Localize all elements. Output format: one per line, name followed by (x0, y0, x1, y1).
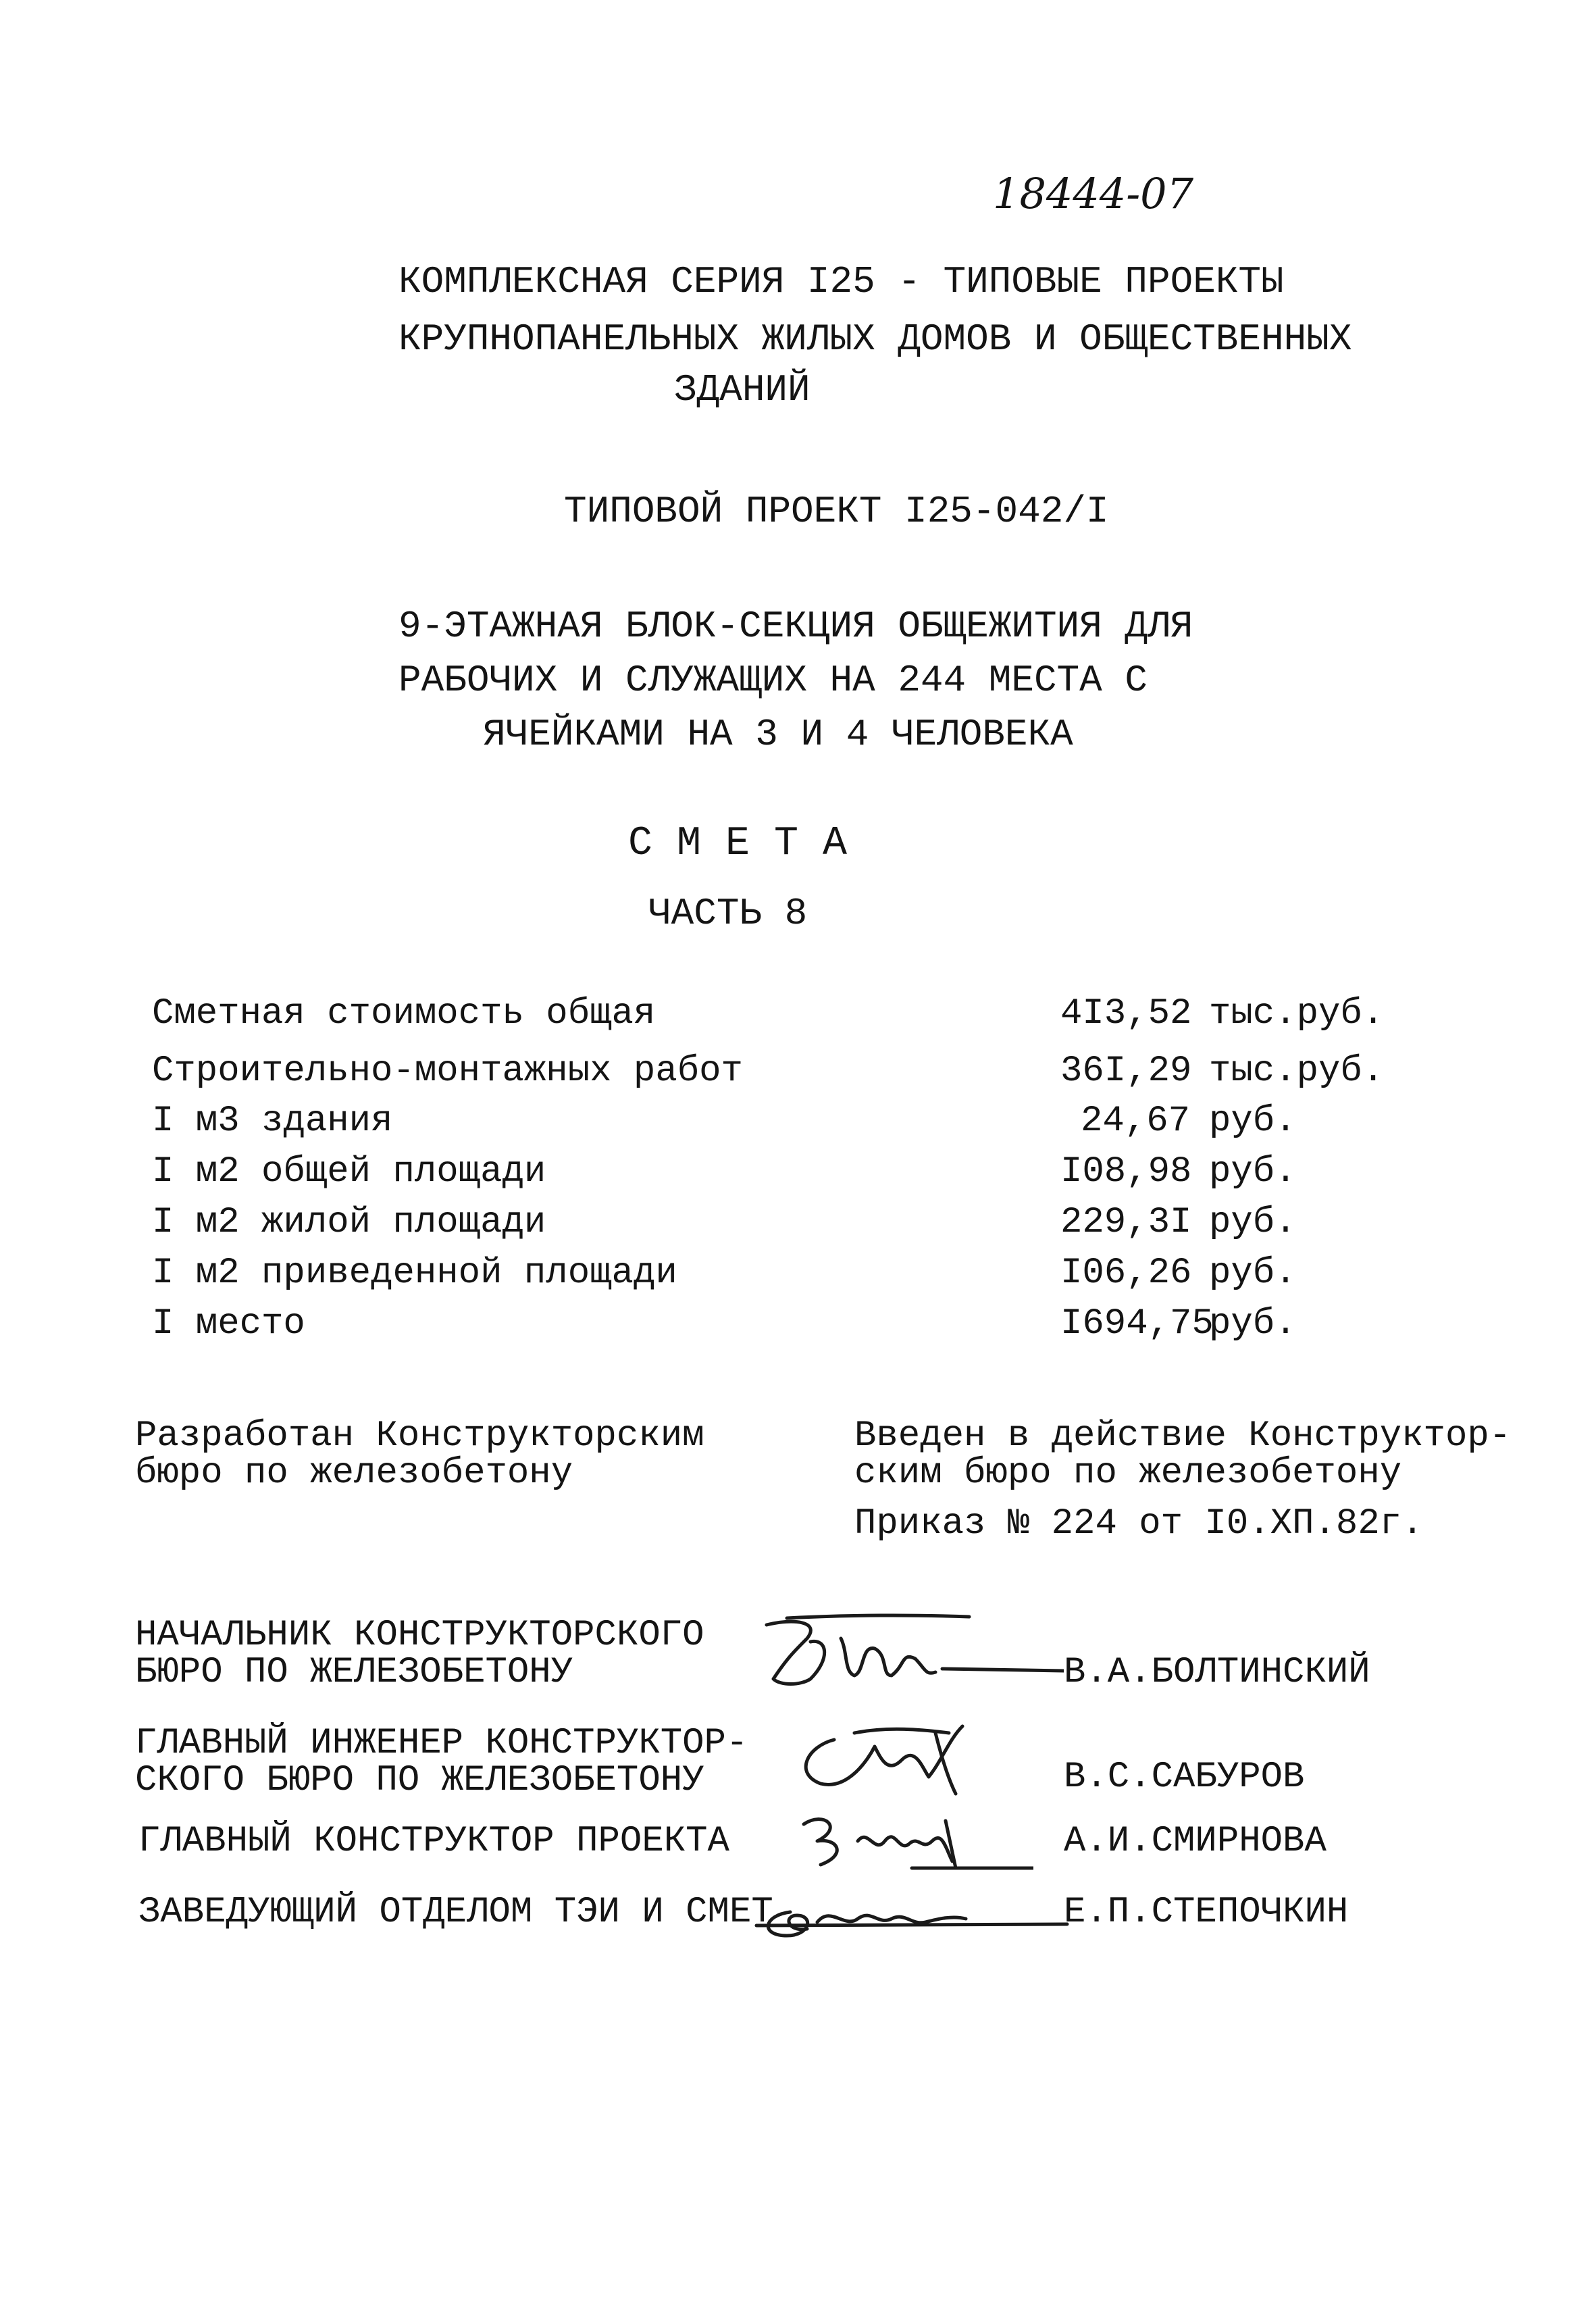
signatory-name: Е.П.СТЕПОЧКИН (1064, 1892, 1349, 1933)
subject-line3: ЯЧЕЙКАМИ НА 3 И 4 ЧЕЛОВЕКА (483, 713, 1073, 756)
cost-row (152, 1202, 1435, 1253)
cost-unit: руб. (1209, 1303, 1297, 1344)
cost-label: I м2 общей площади (152, 1151, 546, 1192)
series-header-line1: КОМПЛЕКСНАЯ СЕРИЯ I25 - ТИПОВЫЕ ПРОЕКТЫ (398, 260, 1284, 303)
signatory-title: ГЛАВНЫЙ ИНЖЕНЕР КОНСТРУКТОР- (135, 1723, 748, 1764)
cost-row (152, 1101, 1435, 1151)
enacted-line2: ским бюро по железобетону (854, 1453, 1402, 1494)
cost-row (152, 1303, 1435, 1354)
cost-unit: руб. (1209, 1101, 1297, 1142)
signatory-title: ГЛАВНЫЙ КОНСТРУКТОР ПРОЕКТА (138, 1821, 729, 1862)
enacted-line1: Введен в действие Конструктор- (854, 1415, 1512, 1457)
series-header-line3: ЗДАНИЙ (674, 368, 810, 411)
cost-value: 4I3,52 (1060, 993, 1192, 1034)
signatory-title: ЗАВЕДУЮЩИЙ ОТДЕЛОМ ТЭИ И СМЕТ (138, 1892, 773, 1933)
signatory-title: СКОГО БЮРО ПО ЖЕЛЕЗОБЕТОНУ (135, 1760, 704, 1801)
cost-row (152, 1253, 1435, 1303)
document-title: С М Е Т А (628, 821, 848, 867)
cost-value: 229,3I (1060, 1202, 1192, 1243)
cost-value: 36I,29 (1060, 1051, 1192, 1092)
subject-line1: 9-ЭТАЖНАЯ БЛОК-СЕКЦИЯ ОБЩЕЖИТИЯ ДЛЯ (398, 605, 1193, 648)
subject-line2: РАБОЧИХ И СЛУЖАЩИХ НА 244 МЕСТА С (398, 659, 1148, 702)
enacted-order: Приказ № 224 от I0.XП.82г. (854, 1503, 1424, 1544)
cost-unit: тыс.руб. (1209, 993, 1385, 1034)
cost-label: I м2 приведенной площади (152, 1253, 677, 1294)
cost-row (152, 1151, 1435, 1202)
cost-label: I место (152, 1303, 305, 1344)
signature-boltinsky (746, 1611, 1064, 1699)
cost-table (152, 993, 1435, 1354)
signature-saburov (787, 1719, 1010, 1801)
cost-value: I08,98 (1060, 1151, 1192, 1192)
cost-value: 24,67 (1081, 1101, 1191, 1142)
signatory-name: В.А.БОЛТИНСКИЙ (1064, 1652, 1370, 1693)
signatory-title: НАЧАЛЬНИК КОНСТРУКТОРСКОГО (135, 1615, 704, 1656)
cost-unit: тыс.руб. (1209, 1051, 1385, 1092)
series-header-line2: КРУПНОПАНЕЛЬНЫХ ЖИЛЫХ ДОМОВ И ОБЩЕСТВЕННЫХ (398, 318, 1352, 361)
cost-label: I м3 здания (152, 1101, 393, 1142)
signatory-name: В.С.САБУРОВ (1064, 1757, 1305, 1798)
signatory-title: БЮРО ПО ЖЕЛЕЗОБЕТОНУ (135, 1652, 573, 1693)
signature-stepochkin (750, 1885, 1074, 1953)
signatory-name: А.И.СМИРНОВА (1064, 1821, 1327, 1862)
developed-line2: бюро по железобетону (135, 1453, 573, 1494)
cost-label: I м2 жилой площади (152, 1202, 546, 1243)
cost-unit: руб. (1209, 1151, 1297, 1192)
developed-line1: Разработан Конструкторским (135, 1415, 704, 1457)
cost-label: Сметная стоимость общая (152, 993, 656, 1034)
doc-number: 18444-07 (993, 169, 1194, 218)
cost-value: I694,75 (1060, 1303, 1214, 1344)
cost-row (152, 1051, 1435, 1101)
signature-smirnova (783, 1801, 1033, 1875)
cost-value: I06,26 (1060, 1253, 1192, 1294)
cost-row (152, 993, 1435, 1044)
project-title: ТИПОВОЙ ПРОЕКТ I25-042/I (564, 490, 1109, 533)
cost-unit: руб. (1209, 1202, 1297, 1243)
cost-unit: руб. (1209, 1253, 1297, 1294)
cost-label: Строительно-монтажных работ (152, 1051, 743, 1092)
part-label: ЧАСТЬ 8 (648, 892, 808, 935)
